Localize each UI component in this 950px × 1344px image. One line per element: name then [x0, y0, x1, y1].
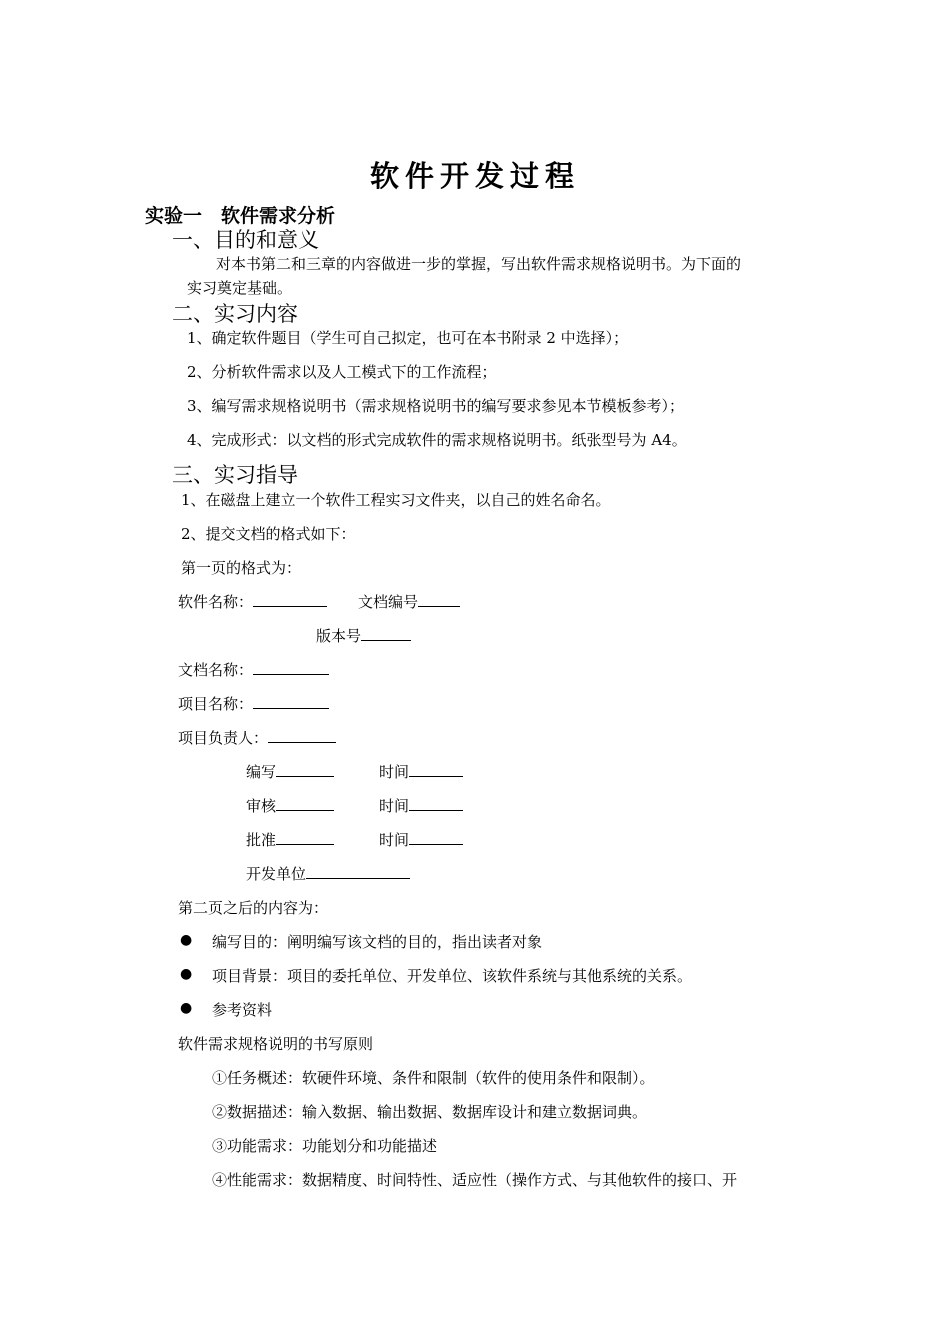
- section-heading-content: 二、实习内容: [172, 302, 298, 326]
- form-doc-number: [358, 591, 460, 612]
- form-blank: [253, 592, 327, 607]
- form-label: 编写: [246, 763, 277, 781]
- form-label: 版本号: [316, 627, 362, 645]
- form-software-name: [178, 591, 327, 612]
- bullet-dot-icon: ●: [180, 1000, 193, 1016]
- content-item: 4、完成形式：以文档的形式完成软件的需求规格说明书。纸张型号为 A4。: [187, 431, 687, 449]
- form-blank: [409, 796, 463, 811]
- form-review: [246, 795, 334, 816]
- form-blank: [418, 592, 460, 607]
- bullet-item: 参考资料: [212, 1001, 273, 1019]
- form-blank: [306, 864, 410, 879]
- purpose-text-line1: 对本书第二和三章的内容做进一步的掌握，写出软件需求规格说明书。为下面的: [216, 255, 742, 273]
- principle-item: ④性能需求：数据精度、时间特性、适应性（操作方式、与其他软件的接口、开: [212, 1171, 738, 1189]
- guidance-item: 1、在磁盘上建立一个软件工程实习文件夹，以自己的姓名命名。: [181, 491, 611, 509]
- form-write: [246, 761, 334, 782]
- first-page-label: 第一页的格式为：: [181, 559, 302, 577]
- form-label: 时间: [379, 831, 410, 849]
- form-label: 批准: [246, 831, 277, 849]
- content-item: 2、分析软件需求以及人工模式下的工作流程；: [187, 363, 497, 381]
- form-label: 审核: [246, 797, 277, 815]
- form-label: 软件名称：: [178, 593, 254, 611]
- form-blank: [276, 796, 334, 811]
- content-item: 3、编写需求规格说明书（需求规格说明书的编写要求参见本节模板参考）；: [187, 397, 685, 415]
- form-blank: [253, 660, 329, 675]
- form-project-name: [178, 693, 329, 714]
- content-item: 1、确定软件题目（学生可自己拟定，也可在本书附录 2 中选择）；: [187, 329, 629, 347]
- principle-item: ①任务概述：软硬件环境、条件和限制（软件的使用条件和限制）。: [212, 1069, 655, 1087]
- section-heading-guidance: 三、实习指导: [172, 463, 298, 487]
- form-blank: [361, 626, 411, 641]
- form-dev-unit: [246, 863, 410, 884]
- principles-title: 软件需求规格说明的书写原则: [178, 1035, 374, 1053]
- bullet-dot-icon: ●: [180, 932, 193, 948]
- form-time: [379, 795, 463, 816]
- experiment-heading: 实验一 软件需求分析: [145, 205, 336, 227]
- form-version: [316, 625, 411, 646]
- form-blank: [276, 762, 334, 777]
- document-title: 软件开发过程: [369, 159, 580, 193]
- form-blank: [268, 728, 336, 743]
- principle-item: ②数据描述：输入数据、输出数据、数据库设计和建立数据词典。: [212, 1103, 648, 1121]
- form-label: 文档名称：: [178, 661, 254, 679]
- guidance-item: 2、提交文档的格式如下：: [181, 525, 356, 543]
- bullet-item: 编写目的：阐明编写该文档的目的，指出读者对象: [212, 933, 543, 951]
- form-doc-name: [178, 659, 329, 680]
- form-approve: [246, 829, 334, 850]
- form-time: [379, 761, 463, 782]
- section-heading-purpose: 一、目的和意义: [172, 228, 319, 252]
- second-page-label: 第二页之后的内容为：: [178, 899, 329, 917]
- form-label: 开发单位: [246, 865, 307, 883]
- bullet-dot-icon: ●: [180, 966, 193, 982]
- purpose-text-line2: 实习奠定基础。: [187, 279, 293, 297]
- form-label: 项目负责人：: [178, 729, 269, 747]
- form-label: 时间: [379, 763, 410, 781]
- form-blank: [409, 830, 463, 845]
- bullet-item: 项目背景：项目的委托单位、开发单位、该软件系统与其他系统的关系。: [212, 967, 693, 985]
- form-blank: [276, 830, 334, 845]
- form-project-lead: [178, 727, 336, 748]
- principle-item: ③功能需求：功能划分和功能描述: [212, 1137, 438, 1155]
- form-time: [379, 829, 463, 850]
- form-blank: [409, 762, 463, 777]
- form-label: 时间: [379, 797, 410, 815]
- form-label: 项目名称：: [178, 695, 254, 713]
- form-blank: [253, 694, 329, 709]
- form-label: 文档编号: [358, 593, 419, 611]
